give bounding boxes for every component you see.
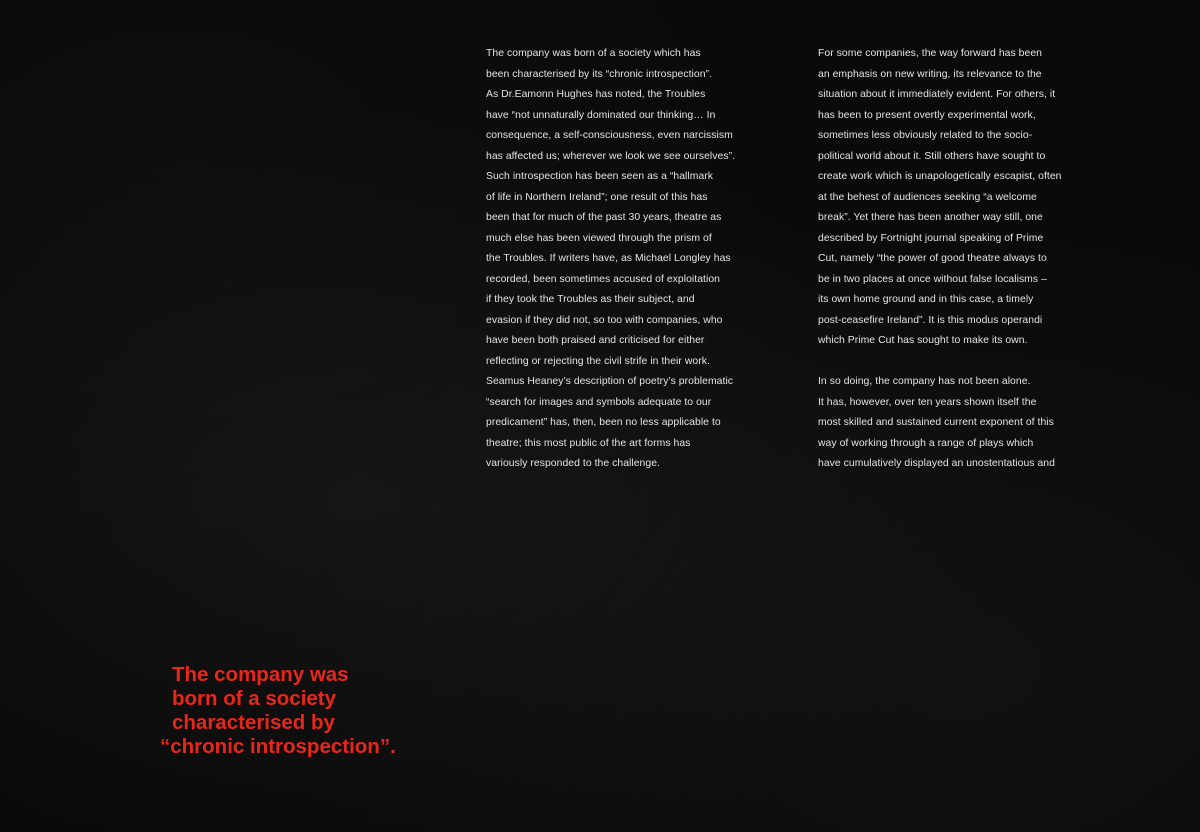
text-line: the Troubles. If writers have, as Michael Longley has	[486, 253, 731, 264]
text-line: been characterised by its “chronic introspection”.	[486, 68, 713, 80]
text-line: The company was born of a society which has	[486, 48, 701, 59]
pull-quote-line: born of a society	[172, 687, 337, 710]
pull-quote-line: The company was	[172, 663, 349, 686]
text-line: theatre; this most public of the art forms has	[486, 437, 691, 449]
paragraph	[486, 44, 798, 475]
text-line: recorded, been sometimes accused of exploitation	[486, 273, 721, 285]
pull-quote	[160, 663, 480, 759]
paragraph-spacer	[818, 352, 1130, 373]
text-line: break”. Yet there has been another way still, one	[818, 212, 1043, 223]
text-line: at the behest of audiences seeking “a welcome	[818, 191, 1037, 203]
text-line: predicament” has, then, been no less applicable to	[486, 417, 721, 428]
text-line: has been to present overtly experimental work,	[818, 109, 1036, 121]
text-line: much else has been viewed through the prism of	[486, 232, 712, 244]
text-line: an emphasis on new writing, its relevance to the	[818, 68, 1042, 80]
text-line: In so doing, the company has not been alone.	[818, 376, 1031, 387]
text-column-right	[818, 44, 1130, 475]
text-line: As Dr.Eamonn Hughes has noted, the Troubles	[486, 89, 706, 100]
text-line: have “not unnaturally dominated our thinking… In	[486, 109, 716, 121]
text-line: variously responded to the challenge.	[486, 458, 660, 469]
text-column-left	[486, 44, 798, 475]
text-line: been that for much of the past 30 years, theatre as	[486, 212, 722, 223]
text-line: Such introspection has been seen as a “hallmark	[486, 171, 714, 182]
pull-quote-line: characterised by	[172, 711, 335, 734]
text-line: situation about it immediately evident. For others, it	[818, 89, 1056, 100]
paragraph	[818, 44, 1130, 352]
text-line: Seamus Heaney’s description of poetry’s problematic	[486, 376, 734, 387]
text-line: most skilled and sustained current exponent of this	[818, 417, 1054, 428]
text-line: consequence, a self-consciousness, even narcissism	[486, 130, 733, 141]
pull-quote-line: “chronic introspection”.	[160, 735, 396, 758]
text-line: has affected us; wherever we look we see ourselves”.	[486, 150, 736, 162]
text-line: if they took the Troubles as their subject, and	[486, 294, 695, 305]
text-line: create work which is unapologetically escapist, often	[818, 171, 1062, 182]
text-line: way of working through a range of plays which	[818, 437, 1034, 449]
text-line: be in two places at once without false localisms –	[818, 273, 1047, 285]
text-line: “search for images and symbols adequate to our	[486, 396, 712, 408]
text-line: It has, however, over ten years shown itself the	[818, 396, 1037, 408]
text-line: reflecting or rejecting the civil strife in their work.	[486, 355, 710, 367]
text-line: Cut, namely “the power of good theatre always to	[818, 253, 1047, 264]
text-line: political world about it. Still others have sought to	[818, 150, 1046, 162]
text-line: evasion if they did not, so too with companies, who	[486, 314, 723, 326]
text-line: have cumulatively displayed an unostentatious and	[818, 458, 1055, 469]
text-line: For some companies, the way forward has been	[818, 48, 1042, 59]
text-line: post-ceasefire Ireland”. It is this modus operandi	[818, 314, 1043, 326]
text-line: sometimes less obviously related to the socio-	[818, 130, 1033, 141]
text-line: its own home ground and in this case, a timely	[818, 294, 1034, 305]
text-line: of life in Northern Ireland”; one result of this has	[486, 191, 708, 203]
text-line: described by Fortnight journal speaking of Prime	[818, 232, 1044, 244]
paragraph	[818, 372, 1130, 475]
text-line: which Prime Cut has sought to make its own.	[818, 335, 1028, 346]
text-line: have been both praised and criticised for either	[486, 335, 705, 346]
